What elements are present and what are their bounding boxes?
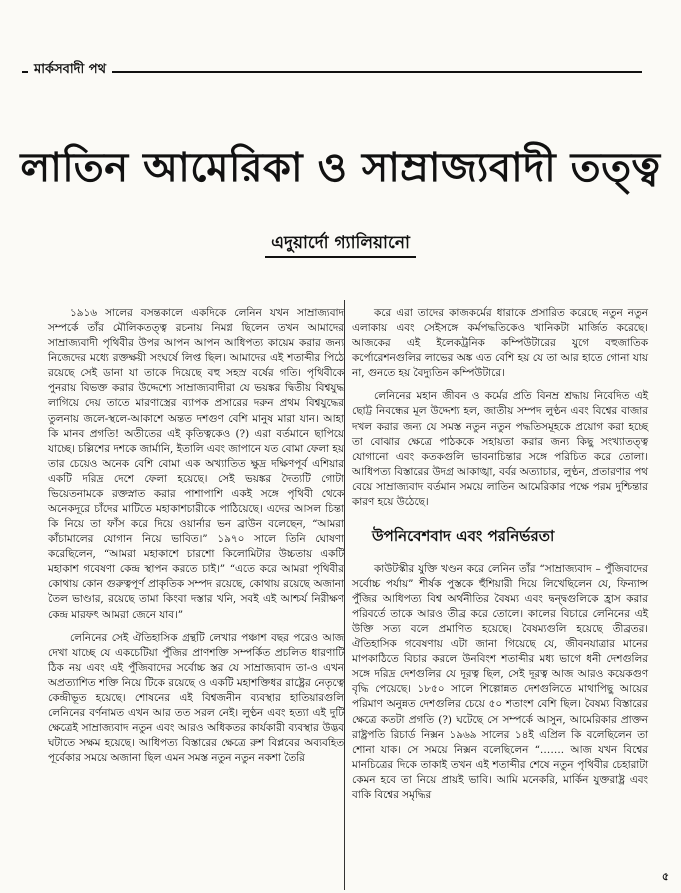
left-column bbox=[48, 306, 344, 774]
author-byline bbox=[0, 230, 681, 258]
body-paragraph: লেনিনের সেই ঐতিহাসিক গ্রন্থটি লেখার পঞ্চাশ বছর পরেও আজ দেখা যাচ্ছে যে একচেটিয়া পুঁজির প্রাণশক্তি সম্পর্কিত প্রচলিত ধারণাটি ঠিক নয় এবং এই পুঁজিবাদের সর্বোচ্চ স্তর যে সাম্রাজ্যবাদ তা-ও এখন অপ্রত্যাশিত শক্তি নিয়ে টিকে রয়েছে ও একটি মহাশক্তিধর রাষ্ট্রের নেতৃত্বে কেন্দ্রীভূত হয়েছে। শোষনের এই বিশ্বজনীন ব্যবস্থার হাতিয়ারগুলি লেনিনের বর্ণনামত এখন আর তত সরল নেই। লুণ্ঠন এবং হত্যা এই দুটি ক্ষেত্রেই সাম্রাজ্যবাদ নতুন এবং আরও অধিকতর কার্যকারী ব্যবস্থার উদ্ভব ঘটাতে সক্ষম হয়েছে। আধিপত্য বিস্তারের ক্ষেত্রে রুশ বিপ্লবের অব্যবহিত পূর্বেকার সময়ে অজানা ছিল এমন সমস্ত নতুন নতুন নকশা তৈরি bbox=[48, 631, 344, 765]
right-column bbox=[352, 306, 648, 811]
column-divider bbox=[344, 300, 345, 890]
page-number: ৫ bbox=[661, 870, 669, 883]
section-subheading: উপনিবেশবাদ এবং পরনির্ভরতা bbox=[372, 527, 555, 546]
article-title: লাতিন আমেরিকা ও সাম্রাজ্যবাদী তত্ত্ব bbox=[20, 144, 661, 191]
body-paragraph: করে এরা তাদের কাজকর্মের ধারাকে প্রসারিত করেছে নতুন নতুন এলাকায় এবং সেইসঙ্গে কর্মপদ্ধতিকেও খানিকটা মার্জিত করেছে। আজকের এই ইলেকট্রনিক কম্পিউটারের যুগে বহুজাতিক কর্পোরেশনগুলির লাভের অঙ্ক এত বেশি হয় যে তা আর হাতে গোনা যায় না, গুনতে হয় বৈদ্যুতিন কম্পিউটারে। bbox=[352, 307, 648, 380]
author-name: এদুয়ার্দো গ্যালিয়ানো bbox=[265, 233, 416, 258]
header-rule bbox=[22, 71, 642, 73]
body-paragraph: লেনিনের মহান জীবন ও কর্মের প্রতি বিনম্র শ্রদ্ধায় নিবেদিত এই ছোট্ট নিবন্ধের মূল উদ্দেশ্য হল, জাতীয় সম্পদ লুণ্ঠন এবং বিশ্বের বাজার দখল করার জন্য যে সমস্ত নতুন নতুন পদ্ধতিসমূহকে প্রয়োগ করা হচ্ছে তা বোঝার ক্ষেত্রে পাঠককে সহায়তা করার জন্য কিছু সংখ্যাতত্ত্ব যোগানো এবং কতকগুলি ভাবনাচিন্তার সঙ্গে পরিচিত করে তোলা। আধিপত্য বিস্তারের উদগ্র আকাঙ্খা, বর্বর অত্যাচার, লুণ্ঠন, প্রতারণার পথ বেয়ে সাম্রাজ্যবাদ বর্তমান সময়ে লাতিন আমেরিকার পক্ষে পরম দুশ্চিন্তার কারণ হয়ে উঠেছে। bbox=[352, 390, 648, 508]
body-paragraph: কাউটস্কীর যুক্তি খণ্ডন করে লেনিন তাঁর “সাম্রাজ্যবাদ – পুঁজিবাদের সর্বোচ্চ পর্যায়” শীর্ষক পুস্তকে হুঁশিয়ারী দিয়ে লিখেছিলেন যে, ফিন্যান্স পুঁজির আধিপত্য বিশ্ব অর্থনীতির বৈষম্য এবং দ্বন্দ্বগুলিকে হ্রাস করার পরিবর্তে তাকে আরও তীব্র করে তোলে। কালের বিচারে লেনিনের এই উক্তি সত্য বলে প্রমাণিত হয়েছে। বৈষম্যগুলি হয়েছে তীব্রতর। ঐতিহাসিক গবেষণায় এটা জানা গিয়েছে যে, জীবনযাত্রার মানের মাপকাঠিতে বিচার করলে উনবিংশ শতাব্দীর মধ্য ভাগে ধনী দেশগুলির সঙ্গে দরিদ্র দেশগুলির যে দূরত্ব ছিল, সেই দূরত্ব আজ আরও কয়েকগুণ বৃদ্ধি পেয়েছে। ১৮৫০ সালে শিল্পোন্নত দেশগুলিতে মাথাপিছু আয়ের পরিমাণ অনুন্নত দেশগুলির চেয়ে ৫০ শতাংশ বেশি ছিল। বৈষম্য বিস্তারের ক্ষেত্রে কতটা প্রগতি (?) ঘটেছে সে সম্পর্কে আসুন, আমেরিকার প্রাক্তন রাষ্ট্রপতি রিচার্ড নিক্সন ১৯৬৯ সালের ১৪ই এপ্রিল কি বলেছিলেন তা শোনা যাক। সে সময়ে নিক্সন বলেছিলেন “……. আজ যখন বিশ্বের মানচিত্রের দিকে তাকাই তখন এই শতাব্দীর শেষে নতুন পৃথিবীর চেহারাটা কেমন হবে তা নিয়ে প্রায়ই ভাবি। আমি মনেকরি, মার্কিন যুক্তরাষ্ট্র এবং বাকি বিশ্বের সমৃদ্ধির bbox=[352, 562, 648, 801]
body-paragraph: ১৯১৬ সালের বসন্তকালে একদিকে লেনিন যখন সাম্রাজ্যবাদ সম্পর্কে তাঁর মৌলিকতত্ত্ব রচনায় নিমগ্ন ছিলেন তখন আমাদের সাম্রাজ্যবাদী পৃথিবীর উপর আপন আপন আধিপত্য কায়েম করার জন্য নিজেদের মধ্যে রক্তক্ষয়ী সংঘর্ষে লিপ্ত ছিল। আমাদের এই শতাব্দীর পিঠে রয়েছে সেই ডানা যা তাকে দিয়েছে বহু সহস্র বর্ষের গতি। পৃথিবীকে পুনরায় বিভক্ত করার উদ্দেশ্যে সাম্রাজ্যবাদীরা যে ভয়ঙ্কর দ্বিতীয় বিশ্বযুদ্ধ লাগিয়ে দেয় তাতে মারণাস্ত্রের ব্যাপক প্রসারের দরুন প্রথম বিশ্বযুদ্ধের তুলনায় জলে-স্থলে-আকাশে অন্তত দশগুণ বেশি মানুষ মারা যান। আহা কি মানব প্রগতি! অতীতের এই কৃতিত্বকেও (?) এরা বর্তমানে ছাপিয়ে যাচ্ছে। চল্লিশের দশকে জার্মানি, ইতালি এবং জাপানে যত বোমা ফেলা হয় তার চেয়েও অনেক বেশি বোমা এক অখ্যাতিত ক্ষুদ্র দক্ষিণপূর্ব এশিয়ার একটি দরিদ্র দেশে ফেলা হয়েছে। সেই ভয়ঙ্কর দৈত্যটি গোটা ভিয়েতনামকে রক্তস্নাত করার পাশাপাশি একই সঙ্গে পৃথিবী থেকে অনেকদূরে চাঁদের মাটিতে মহাকাশচারীকে পাঠিয়েছে। এদের আসল চিন্তা কি নিয়ে তা ফাঁস করে দিয়ে ওয়ার্নার ভন ব্রাউন বলেছেন, “আমরা কাঁচামালের যোগান নিয়ে ভাবিত।” ১৯৭০ সালে তিনি ঘোষণা করেছিলেন, “আমরা মহাকাশে চারশো কিলোমিটার উচ্চতায় একটি মহাকাশ গবেষণা কেন্দ্র স্থাপন করতে চাই।” “এতে করে আমরা পৃথিবীর কোথায় কোন গুরুত্বপূর্ণ প্রাকৃতিক সম্পদ রয়েছে, কোথায় রয়েছে অজানা তৈল ভাণ্ডার, রয়েছে তামা কিংবা দস্তার খনি, সবই এই আশ্চর্য নিরীক্ষণ কেন্দ্র মারফৎ আমরা জেনে যাব।” bbox=[48, 307, 344, 621]
section-label: মার্কসবাদী পথ bbox=[28, 60, 112, 81]
